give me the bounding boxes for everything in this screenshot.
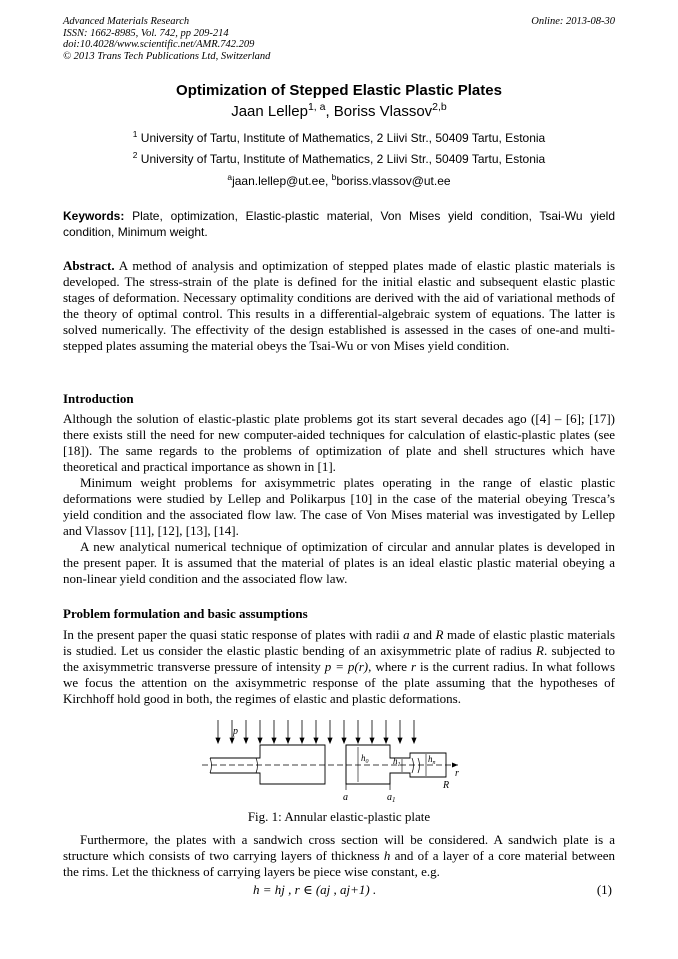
problem-text: Furthermore, the plates with a sandwich cross section will be considered. A sandwich plate is a structure which consists of two carrying layers of thickness	[63, 832, 615, 863]
break-right	[412, 758, 420, 773]
var-R: R	[435, 627, 444, 642]
figure-annular-plate	[200, 718, 480, 803]
r-arrow-head	[452, 763, 458, 768]
pressure-arrow-head	[356, 738, 360, 743]
pressure-arrow-head	[328, 738, 332, 743]
break-left	[210, 758, 258, 773]
pressure-arrow-head	[398, 738, 402, 743]
author-2: Boriss Vlassov	[333, 103, 433, 120]
pressure-arrow-head	[370, 738, 374, 743]
author-1-sup: 1, a	[307, 101, 326, 113]
problem-text: In the present paper the quasi static response of plates with radii	[63, 627, 400, 642]
pressure-arrow-head	[216, 738, 220, 743]
email-b[interactable]: boriss.vlassov@ut.ee	[336, 174, 451, 188]
affiliation-2-num: 2	[132, 150, 138, 160]
issn: ISSN: 1662-8985, Vol. 742, pp 209-214	[63, 27, 229, 39]
label-h0: $h_0$	[361, 753, 369, 765]
pressure-arrow-head	[244, 738, 248, 743]
affiliation-2-text: University of Tartu, Institute of Mathematics, 2 Liivi Str., 50409 Tartu, Estonia	[140, 152, 546, 166]
pressure-arrow-head	[300, 738, 304, 743]
problem-paragraph-1	[63, 627, 615, 707]
plate-left-profile	[210, 745, 325, 784]
paper-title: Optimization of Stepped Elastic Plastic Plates	[176, 82, 502, 99]
pressure-arrow-head	[412, 738, 416, 743]
section-heading-introduction: Introduction	[63, 391, 134, 406]
problem-text: is the current radius. In what follows we focus the attention on the axisymmetric response of the plate assuming that the hypotheses of Kirchhoff hold good in both, the regimes of elastic and plastic deformations.	[63, 659, 615, 706]
affiliation-1-text: University of Tartu, Institute of Mathematics, 2 Liivi Str., 50409 Tartu, Estonia	[140, 131, 546, 145]
equation-1: h = hj , r ∈ (aj , aj+1) .	[253, 882, 377, 897]
inline-equation: p = p(r)	[324, 659, 369, 674]
figure-caption: Fig. 1: Annular elastic-plastic plate	[247, 809, 431, 824]
pressure-arrow-head	[314, 738, 318, 743]
doi: doi:10.4028/www.scientific.net/AMR.742.209	[63, 39, 255, 50]
var-h: h	[383, 848, 391, 863]
section-heading-problem: Problem formulation and basic assumptions	[63, 606, 308, 621]
pressure-arrow-head	[230, 738, 234, 743]
pressure-arrows	[216, 720, 416, 743]
intro-paragraph-1: Although the solution of elastic-plastic plate problems got its start several decades ago ([4] – [6]; [17]) there exists still the need for new computer-aided techniques for calculation of elastic-plastic plates (see [18]). The same regards to the problems of optimization of plate and shell structures which have theoretical and practical importance as shown in [1].	[63, 411, 615, 474]
problem-text: , where	[368, 659, 408, 674]
keywords	[63, 208, 615, 240]
label-hn: $h_n$	[428, 754, 436, 766]
intro-paragraph-3: A new analytical numerical technique of optimization of circular and annular plates is developed in the present paper. It is assumed that the material of plates is an ideal elastic plastic material obeying a non-linear yield condition and the associated flow law.	[63, 539, 615, 586]
keywords-text: Plate, optimization, Elastic-plastic material, Von Mises yield condition, Tsai-Wu yield condition, Minimum weight.	[63, 209, 615, 239]
keywords-label: Keywords:	[63, 209, 125, 223]
affiliation-1-num: 1	[132, 129, 138, 139]
copyright: © 2013 Trans Tech Publications Ltd, Switzerland	[63, 50, 271, 62]
problem-text: and of a layer of a core material between the rims. Let the thickness of carrying layers be piece wise constant, e.g.	[63, 848, 616, 879]
var-r: r	[411, 659, 417, 674]
authors: Jaan Lellep$^{1, a}$, Boriss Vlassov$^{2,b}$	[231, 101, 447, 120]
email-a[interactable]: jaan.lellep@ut.ee,	[232, 174, 329, 188]
pressure-arrow-head	[258, 738, 262, 743]
problem-text: . subjected to the axisymmetric transverse pressure of intensity	[63, 643, 615, 674]
journal-name: Advanced Materials Research	[63, 16, 190, 27]
var-R: R	[536, 643, 544, 658]
label-r: r	[455, 768, 459, 779]
pressure-arrow-head	[286, 738, 290, 743]
var-a: a	[403, 627, 410, 642]
problem-paragraph-2	[63, 832, 615, 880]
author-1: Jaan Lellep	[231, 103, 308, 120]
label-a: a	[343, 792, 348, 803]
email-a-sup: a	[227, 172, 233, 182]
pressure-arrow-head	[272, 738, 276, 743]
label-a1: $a_1$	[387, 792, 396, 803]
pressure-arrow-head	[384, 738, 388, 743]
abstract	[63, 258, 615, 354]
author-2-sup: 2,b	[432, 101, 447, 113]
abstract-text: A method of analysis and optimization of stepped plates made of elastic plastic materials is developed. The stress-strain of the plate is defined for the initial elastic and subsequent elastic plastic stages of deformation. Necessary optimality conditions are derived with the aid of variational methods of the theory of optimal control. This results in a differential-algebraic system of equations. The latter is solved numerically. The effectivity of the design established is assessed in the cases of one-and multi-stepped plates assuming the material obeys the Tsai-Wu or von Mises yield condition.	[63, 258, 615, 353]
affiliation-2	[0, 152, 678, 166]
affiliation-1	[0, 131, 678, 145]
label-p: p	[233, 726, 238, 737]
problem-text: made of elastic plastic materials is studied. Let us consider the elastic plastic bending of an axisymmetric plate of radius	[63, 627, 616, 658]
label-h1: $h_1$	[393, 756, 401, 768]
equation-number: (1)	[596, 882, 612, 897]
journal-header	[63, 16, 615, 62]
problem-text: and	[413, 627, 432, 642]
emails	[0, 174, 678, 188]
email-b-sup: b	[331, 172, 337, 182]
pressure-arrow-head	[342, 738, 346, 743]
online-date: Online: 2013-08-30	[531, 16, 615, 27]
label-R: R	[443, 780, 450, 791]
intro-paragraph-2: Minimum weight problems for axisymmetric plates operating in the range of elastic plastic deformations were studied by Lellep and Polikarpus [10] in the case of the material obeying Tresca’s yield condition and the associated flow law. The case of Von Mises material was investigated by Lellep and Vlassov [11], [12], [13], [14].	[63, 475, 615, 538]
abstract-label: Abstract.	[63, 258, 115, 273]
